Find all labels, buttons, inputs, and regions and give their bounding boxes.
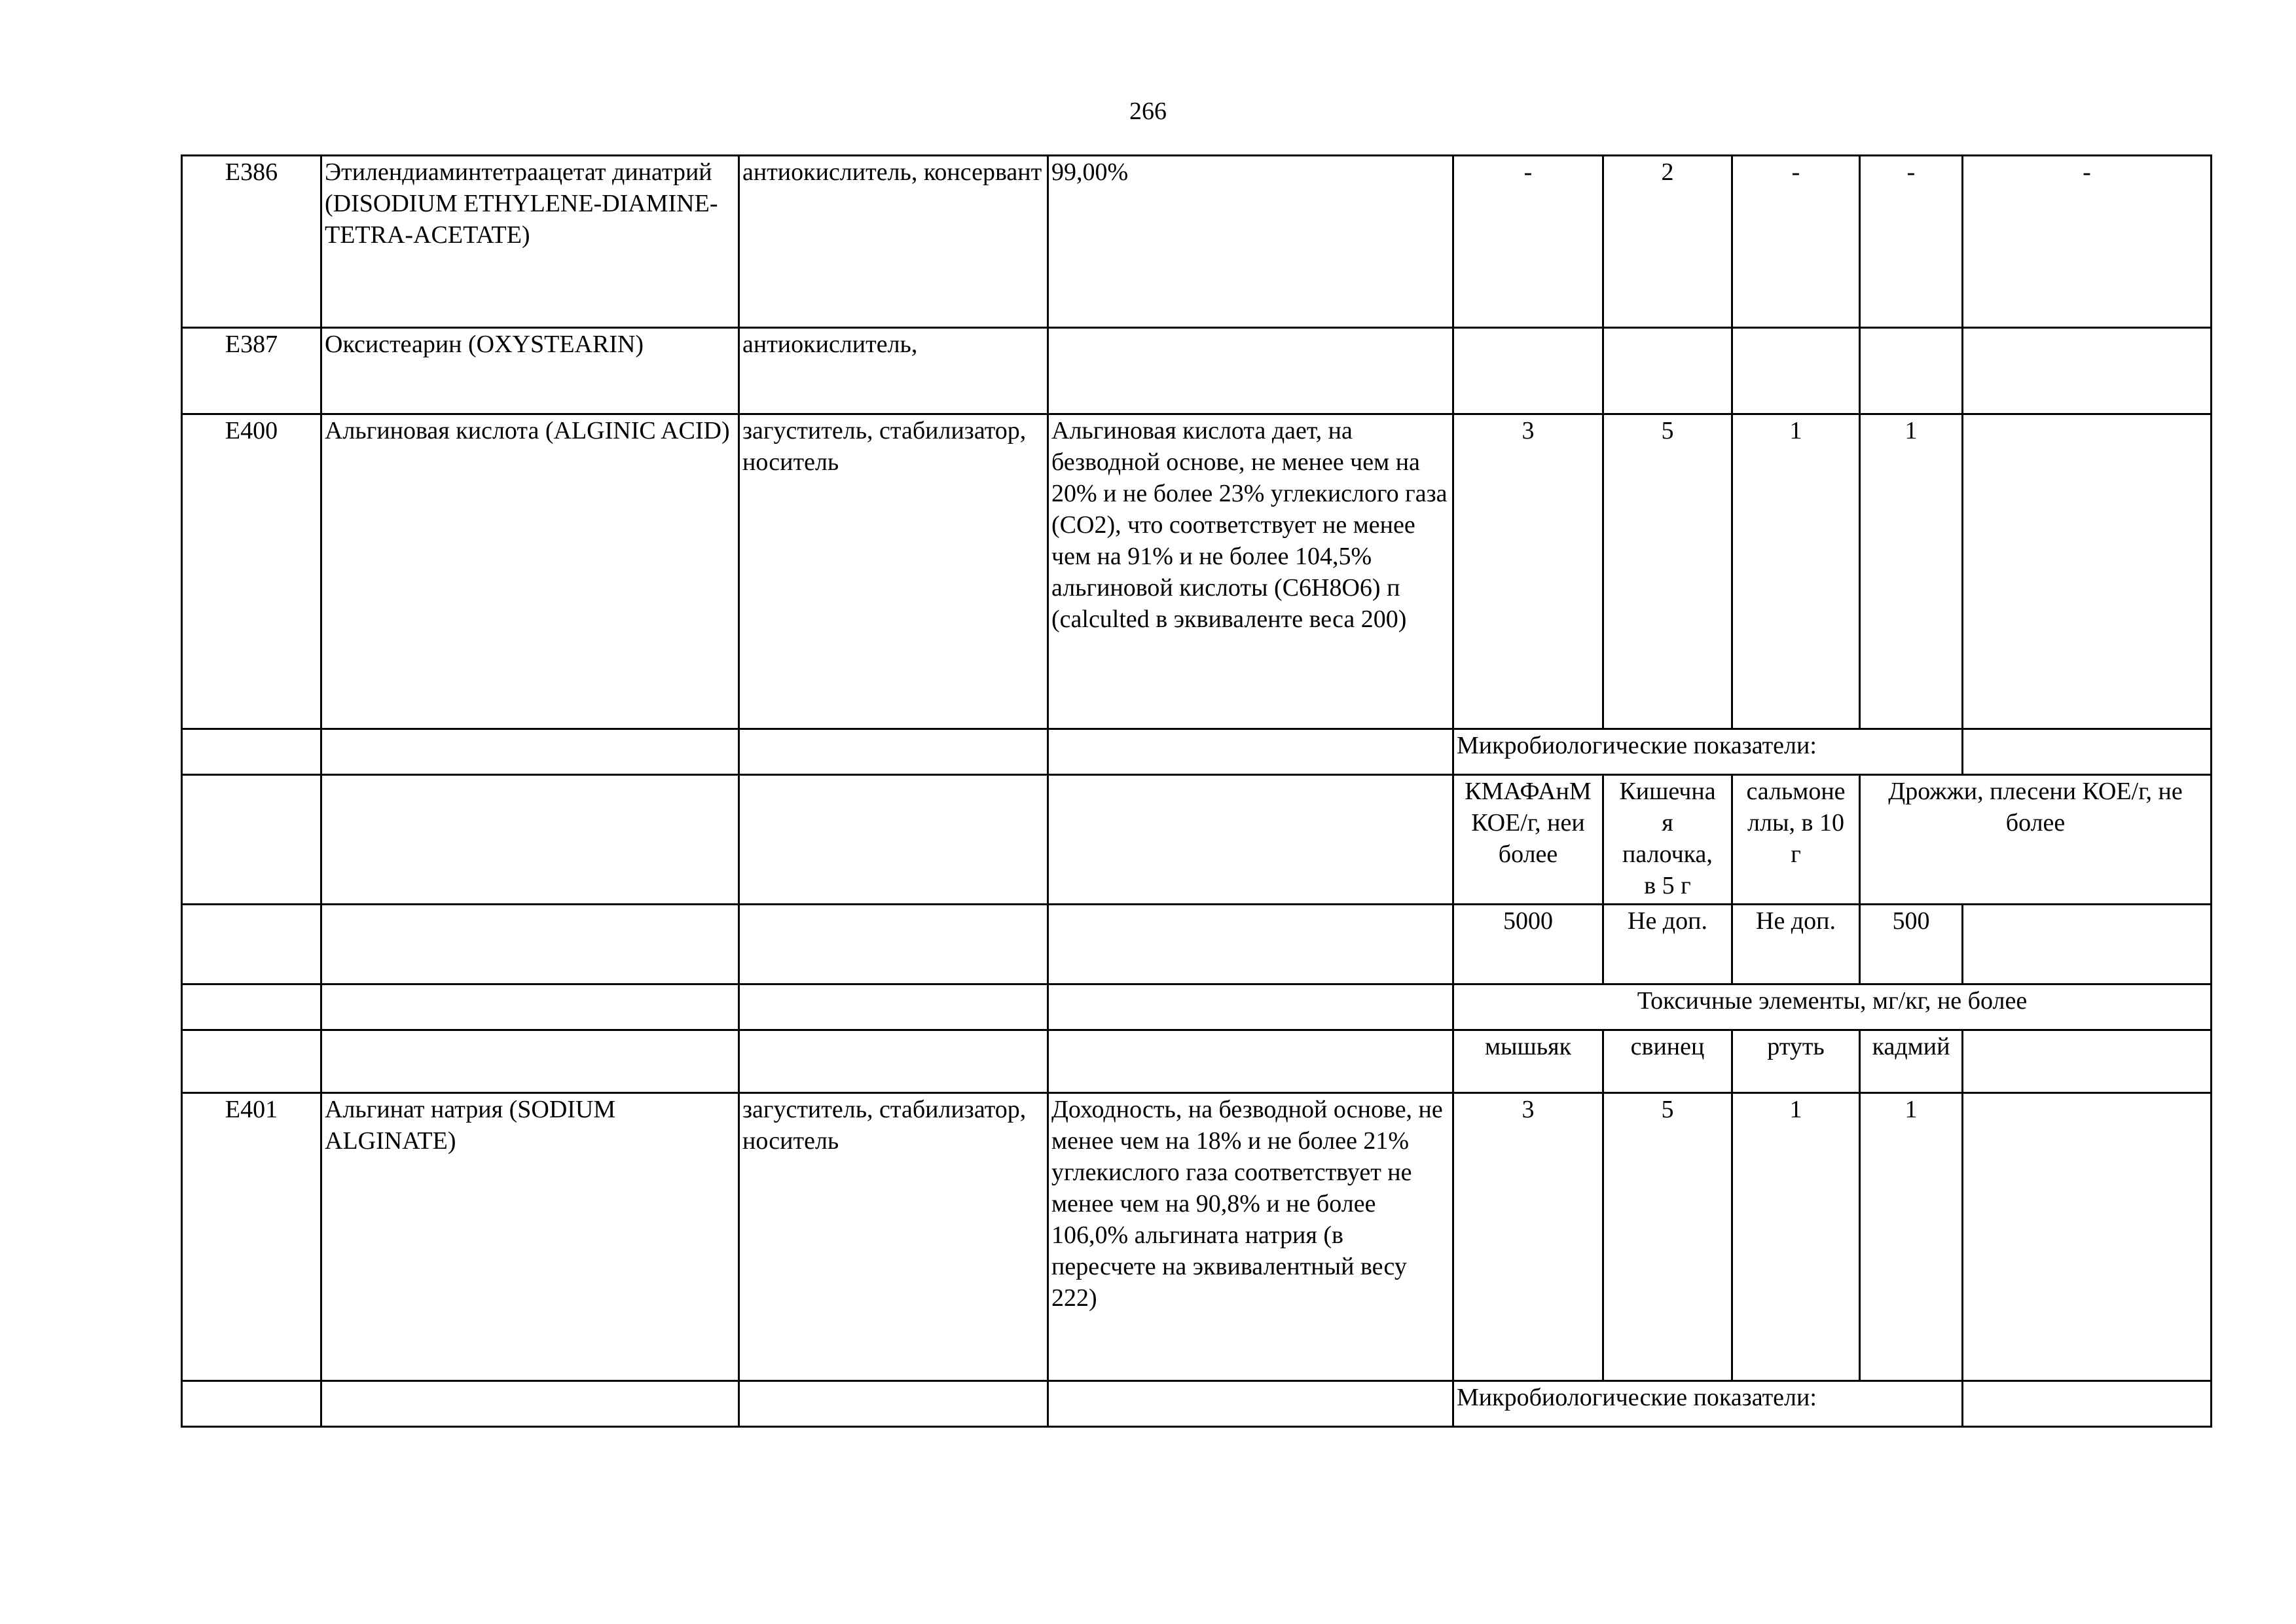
empty-cell [739,729,1048,775]
empty-cell [739,984,1048,1030]
value-cell [1963,1093,2212,1381]
empty-cell [182,1381,321,1427]
table-row [182,984,2212,1030]
value-cell [1732,328,1860,414]
table-row [182,328,2212,414]
salmonella-value: Не доп. [1732,905,1860,984]
additive-function: загуститель, стабилизатор, носитель [739,414,1048,729]
additive-spec: Альгиновая кислота дает, на безводной основе, не менее чем на 20% и не более 23% углекислого газа (CO2), что соответствует не менее чем на 91% и не более 104,5% альгиновой кислоты (C6H8O6) п (calculted в эквиваленте веса 200) [1048,414,1453,729]
table-row [182,729,2212,775]
micro-section-title: Микробиологические показатели: [1453,729,1963,775]
empty-cell [739,775,1048,905]
empty-cell [1048,984,1453,1030]
empty-cell [321,775,739,905]
value-cell: - [1860,156,1963,328]
cadmium-header: кадмий [1860,1030,1963,1093]
empty-cell [182,729,321,775]
additive-code: E386 [182,156,321,328]
value-cell: 1 [1732,1093,1860,1381]
value-cell: 3 [1453,414,1603,729]
empty-cell [1963,1381,2212,1427]
value-cell: 1 [1860,414,1963,729]
empty-cell [321,1030,739,1093]
value-cell [1453,328,1603,414]
value-cell: 5 [1603,1093,1732,1381]
yeast-mold-header: Дрожжи, плесени КОЕ/г, не более [1860,775,2212,905]
table-row [182,1030,2212,1093]
additive-spec: Доходность, на безводной основе, не менее чем на 18% и не более 21% углекислого газа соответствует не менее чем на 90,8% и не более 106,0% альгината натрия (в пересчете на эквивалентный весу 222) [1048,1093,1453,1381]
table-row [182,1093,2212,1381]
kmafanm-header: КМАФАнМ КОЕ/г, неи более [1453,775,1603,905]
toxic-section-title: Токсичные элементы, мг/кг, не более [1453,984,2212,1030]
micro-section-title: Микробиологические показатели: [1453,1381,1963,1427]
value-cell [1860,328,1963,414]
additive-name: Альгиновая кислота (ALGINIC ACID) [321,414,739,729]
empty-cell [1048,905,1453,984]
table-row [182,414,2212,729]
value-cell: 1 [1860,1093,1963,1381]
page-number: 266 [1129,98,1167,125]
value-cell: - [1453,156,1603,328]
additive-code: E400 [182,414,321,729]
table-row [182,775,2212,905]
yeast-mold-value: 500 [1860,905,1963,984]
table-row [182,156,2212,328]
additive-code: E387 [182,328,321,414]
salmonella-header: сальмоне ллы, в 10 г [1732,775,1860,905]
empty-cell [321,729,739,775]
table-row [182,905,2212,984]
additives-table [181,154,2212,1428]
additive-spec: 99,00% [1048,156,1453,328]
lead-header: свинец [1603,1030,1732,1093]
empty-cell [182,984,321,1030]
ecoli-value: Не доп. [1603,905,1732,984]
empty-cell [1963,729,2212,775]
value-cell [1963,414,2212,729]
empty-cell [739,905,1048,984]
empty-cell [1963,905,2212,984]
empty-cell [739,1381,1048,1427]
value-cell [1963,328,2212,414]
additive-function: антиокислитель, консервант [739,156,1048,328]
value-cell: - [1732,156,1860,328]
additive-function: антиокислитель, [739,328,1048,414]
value-cell [1603,328,1732,414]
value-cell: - [1963,156,2212,328]
empty-cell [182,775,321,905]
empty-cell [1048,775,1453,905]
additive-name: Альгинат натрия (SODIUM ALGINATE) [321,1093,739,1381]
empty-cell [1048,729,1453,775]
additive-name: Оксистеарин (OXYSTEARIN) [321,328,739,414]
empty-cell [1048,1030,1453,1093]
value-cell: 2 [1603,156,1732,328]
additive-function: загуститель, стабилизатор, носитель [739,1093,1048,1381]
empty-cell [739,1030,1048,1093]
value-cell: 1 [1732,414,1860,729]
arsenic-header: мышьяк [1453,1030,1603,1093]
ecoli-header: Кишечна я палочка, в 5 г [1603,775,1732,905]
empty-cell [321,1381,739,1427]
empty-cell [321,905,739,984]
additive-name: Этилендиаминтетраацетат динатрий (DISODIUM ETHYLENE-DIAMINE-TETRA-ACETATE) [321,156,739,328]
value-cell: 5 [1603,414,1732,729]
table-row [182,1381,2212,1427]
empty-cell [1963,1030,2212,1093]
kmafanm-value: 5000 [1453,905,1603,984]
empty-cell [182,905,321,984]
mercury-header: ртуть [1732,1030,1860,1093]
empty-cell [1048,1381,1453,1427]
empty-cell [321,984,739,1030]
empty-cell [182,1030,321,1093]
additive-code: E401 [182,1093,321,1381]
value-cell: 3 [1453,1093,1603,1381]
additive-spec [1048,328,1453,414]
